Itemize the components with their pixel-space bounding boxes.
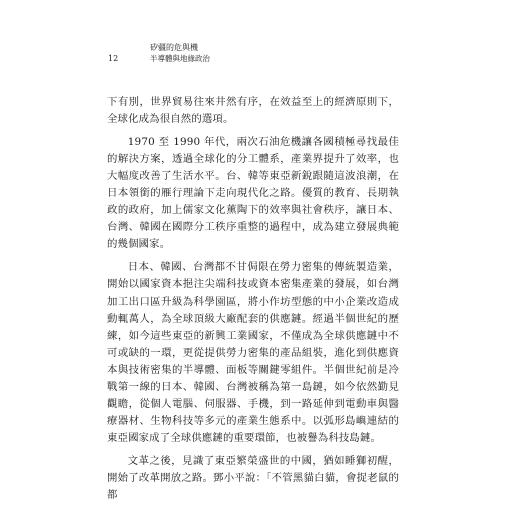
page-number: 12 [108,54,119,63]
running-head-subtitle: 半導體與地緣政治 [150,54,210,63]
paragraph-1: 下有別，世界貿易往來井然有序，在效益至上的經濟原則下，全球化成為很自然的選項。 [107,96,399,126]
paragraph-2: 1970 至 1990 年代，兩次石油危機讓各國積極尋找最佳的解決方案，透過全球化的分工體系，產業界提升了效率，也大幅度改善了生活水平。台、韓等東亞新銳跟隨這波浪潮，在日本領銜的雁行理論下走向現代化之路。優質的教育、長期執政的政府，加上儒家文化薰陶下的效率與社會秩序，讓日本、台灣、韓國在國際分工秩序重整的過程中，成為建立發展典範的幾個國家。 [107,136,399,251]
paragraph-4: 文革之後，見識了東亞繁榮盛世的中國，猶如睡獅初醒，開始了改革開放之路。鄧小平說：「不管黑貓白貓，會捉老鼠的都 [107,454,399,502]
paragraph-3: 日本、韓國、台灣都不甘侷限在勞力密集的傳統製造業，開始以國家資本挹注尖端科技或資本密集產業的發展，如台灣加工出口區升級為科學園區，將小作坊型態的中小企業改造成動輒萬人，為全球頂級大廠配套的供應鏈。經過半個世紀的歷練，如今這些東亞的新興工業國家，不僅成為全球供應鏈中不可或缺的一環，更從提供勞力密集的產品組裝，進化到供應資本與技術密集的半導體、面板等關鍵零組件。半個世紀前是冷戰第一線的日本、韓國、台灣被稱為第一島鏈，如今依然勤見觀瞻，從個人電腦、伺服器、手機，到一路延伸到電動車與醫療器材、生物科技等多元的產業生態系中。以弧形島嶼連結的東亞國家成了全球供應鏈的重要環節，也被譽為科技島鏈。 [107,261,399,444]
body-text [107,94,399,510]
running-head-title: 矽疆的危與機 [150,43,198,52]
